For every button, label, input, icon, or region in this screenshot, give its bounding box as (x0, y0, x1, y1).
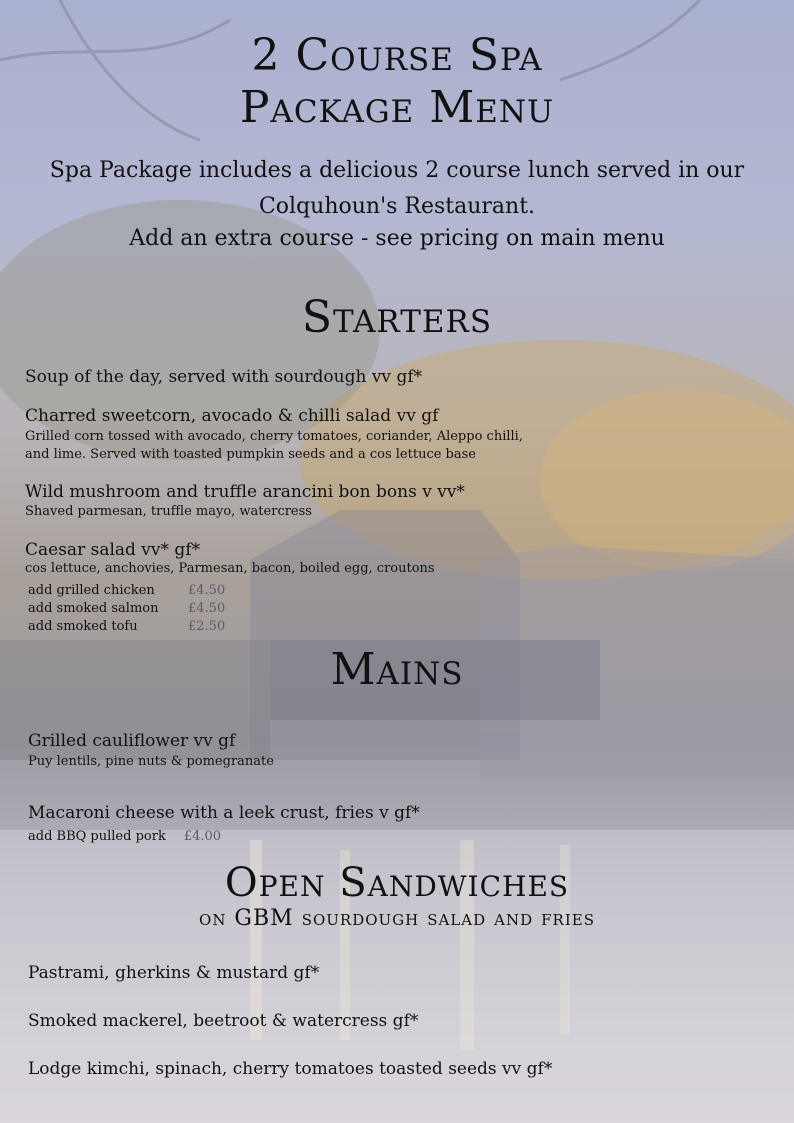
mains-heading: Mains (330, 644, 464, 695)
page-title-line1: 2 Course Spa (251, 30, 543, 81)
sandwiches-subheading: on GBM sourdough salad and fries (199, 906, 595, 931)
addon-label: add BBQ pulled pork (28, 829, 166, 844)
addon-row (28, 600, 225, 618)
dish-sweetcorn-desc1: Grilled corn tossed with avocado, cherry tomatoes, coriander, Aleppo chilli, (25, 429, 523, 444)
starters-heading: Starters (301, 292, 493, 343)
addon-row (28, 618, 225, 636)
sandwiches-heading: Open Sandwiches (224, 860, 570, 906)
dish-caesar-desc: cos lettuce, anchovies, Parmesan, bacon, boiled egg, croutons (25, 561, 435, 576)
intro-line3: Add an extra course - see pricing on main menu (129, 226, 665, 251)
sandwich-item: Lodge kimchi, spinach, cherry tomatoes toasted seeds vv gf* (28, 1059, 553, 1079)
sandwich-item: Pastrami, gherkins & mustard gf* (28, 963, 320, 983)
dish-arancini: Wild mushroom and truffle arancini bon bons v vv* (25, 482, 465, 502)
page-title-line2: Package Menu (239, 82, 555, 133)
intro-line1: Spa Package includes a delicious 2 course lunch served in our (49, 158, 745, 183)
dish-cauliflower: Grilled cauliflower vv gf (28, 731, 236, 751)
addon-price: £2.50 (188, 619, 226, 634)
dish-macaroni: Macaroni cheese with a leek crust, fries v gf* (28, 803, 420, 823)
addon-price: £4.50 (188, 601, 226, 616)
dish-cauliflower-desc: Puy lentils, pine nuts & pomegranate (28, 754, 274, 769)
dish-sweetcorn: Charred sweetcorn, avocado & chilli salad vv gf (25, 406, 439, 426)
dish-soup: Soup of the day, served with sourdough vv gf* (25, 367, 423, 387)
addon-price: £4.00 (183, 829, 222, 844)
addon-price: £4.50 (188, 583, 226, 598)
addon-row (28, 828, 221, 846)
intro-line2: Colquhoun's Restaurant. (258, 194, 536, 219)
dish-sweetcorn-desc2: and lime. Served with toasted pumpkin seeds and a cos lettuce base (25, 447, 476, 462)
addon-label: add smoked tofu (28, 619, 138, 634)
addon-label: add smoked salmon (28, 601, 159, 616)
addon-label: add grilled chicken (28, 583, 155, 598)
addon-row (28, 582, 225, 600)
dish-caesar: Caesar salad vv* gf* (25, 540, 201, 560)
dish-arancini-desc: Shaved parmesan, truffle mayo, watercress (25, 504, 312, 519)
sandwich-item: Smoked mackerel, beetroot & watercress gf* (28, 1011, 419, 1031)
